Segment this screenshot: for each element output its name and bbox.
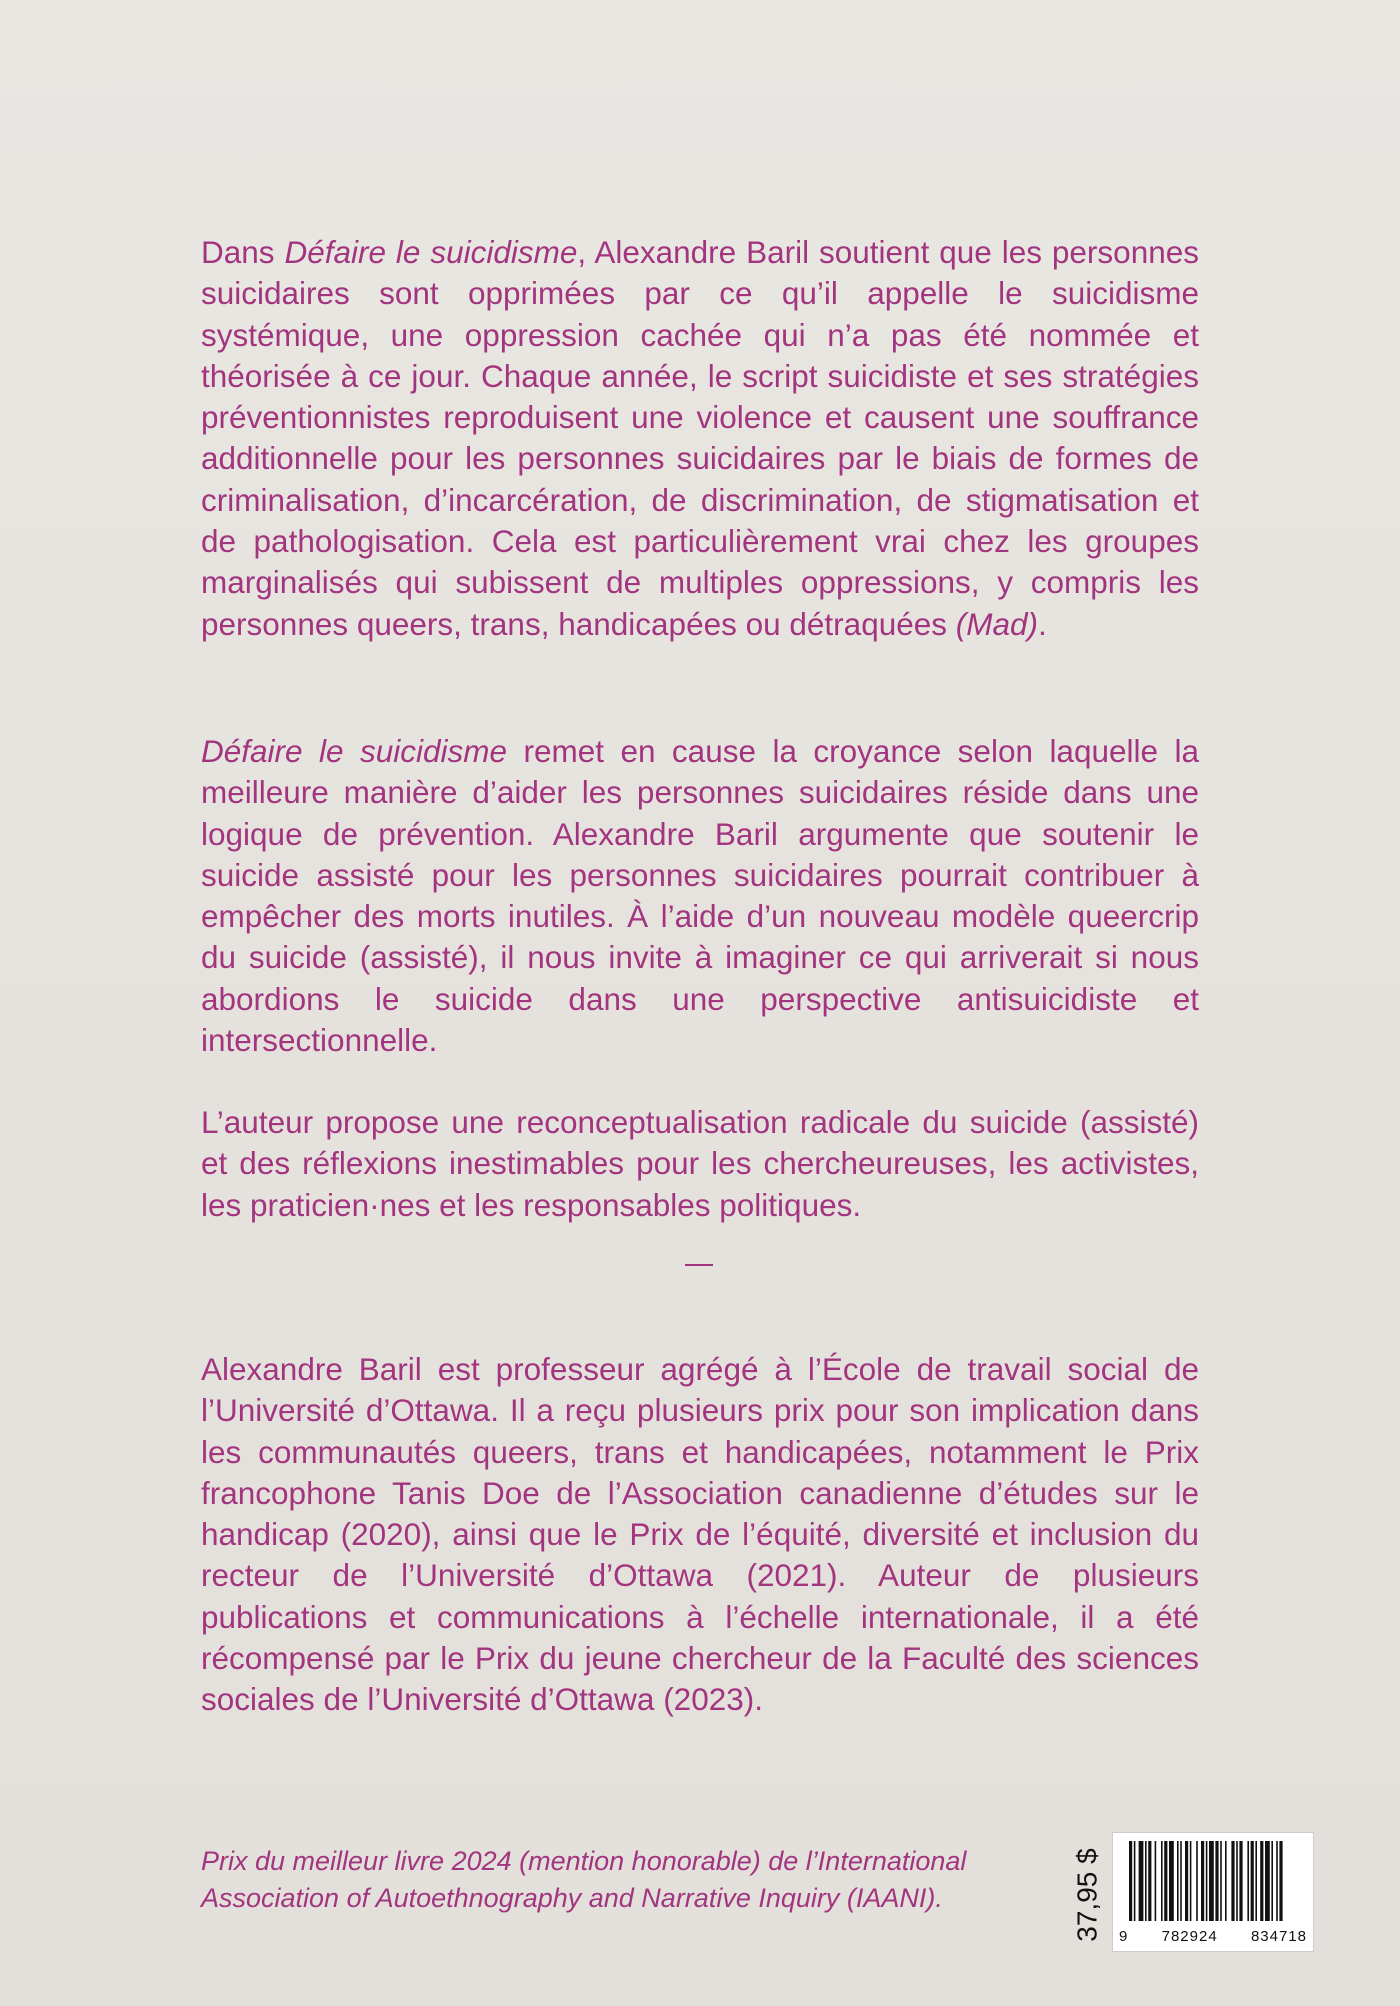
author-bio-text: Alexandre Baril est professeur agrégé à l’École de travail social de l’Université d’Ottawa. Il a reçu plusieurs prix pour son implication dans les communautés queers, trans et handicapées, notamment le Prix francophone Tanis Doe de l’Association canadienne d’études sur le handicap (2020), ainsi que le Prix de l’équité, diversité et inclusion du recteur de l’Université d’Ottawa (2021). Auteur de plusieurs publications et communications à l’échelle internationale, il a été récompensé par le Prix du jeune chercheur de la Faculté des sciences sociales de l’Université d’Ottawa (2023). bbox=[201, 1351, 1199, 1718]
para2-body: remet en cause la croyance selon laquelle la meilleure manière d’aider les personnes suicidaires réside dans une logique de prévention. Alexandre Baril argumente que soutenir le suicide assisté pour les personnes suicidaires pourrait contribuer à empêcher des morts inutiles. À l’aide d’un nouveau modèle queercrip du suicide (assisté), il nous invite à imaginer ce qui arriverait si nous abordions le suicide dans une perspective antisuicidiste et intersectionnelle. bbox=[201, 733, 1199, 1059]
isbn-digit-lead: 9 bbox=[1119, 1928, 1129, 1945]
author-bio-paragraph bbox=[201, 1349, 1199, 1721]
synopsis-paragraph-1 bbox=[201, 232, 1199, 645]
barcode-bar bbox=[1206, 1841, 1208, 1921]
barcode-bar bbox=[1231, 1841, 1234, 1921]
barcode-bar bbox=[1271, 1841, 1273, 1921]
barcode-bar bbox=[1145, 1841, 1147, 1921]
price-text: 37,95 $ bbox=[1072, 1848, 1104, 1942]
para1-body: , Alexandre Baril soutient que les personnes suicidaires sont opprimées par ce qu’il appelle le suicidisme systémique, une oppression cachée qui n’a pas été nommée et théorisée à ce jour. Chaque année, le script suicidiste et ses stratégies préventionnistes reproduisent une violence et causent une souffrance additionnelle pour les personnes suicidaires par le biais de formes de criminalisation, d’incarcération, de discrimination, de stigmatisation et de pathologisation. Cela est particulièrement vrai chez les groupes marginalisés qui subissent de multiples oppressions, y compris les personnes queers, trans, handicapées ou détraquées bbox=[201, 234, 1199, 642]
barcode-bar bbox=[1239, 1841, 1242, 1921]
barcode-bar bbox=[1220, 1841, 1222, 1921]
barcode-bar bbox=[1236, 1841, 1238, 1921]
barcode-bar bbox=[1180, 1841, 1182, 1921]
isbn-digits bbox=[1113, 1928, 1313, 1945]
synopsis-paragraph-2 bbox=[201, 731, 1199, 1061]
para1-lead: Dans bbox=[201, 234, 285, 270]
isbn-barcode bbox=[1112, 1832, 1314, 1952]
section-separator bbox=[685, 1264, 713, 1266]
para3-body: L’auteur propose une reconceptualisation radicale du suicide (assisté) et des réflexions inestimables pour les chercheureuses, les activistes, les praticien·nes et les responsables politiques. bbox=[201, 1104, 1199, 1223]
barcode-bar bbox=[1155, 1841, 1157, 1921]
mad-italic: (Mad) bbox=[955, 605, 1039, 642]
barcode-bar bbox=[1164, 1841, 1167, 1921]
barcode-bar bbox=[1190, 1841, 1192, 1921]
barcode-bar bbox=[1201, 1841, 1204, 1921]
barcode-bar bbox=[1139, 1841, 1144, 1921]
barcode-bar bbox=[1279, 1841, 1282, 1921]
para1-end: . bbox=[1038, 605, 1047, 642]
price-label bbox=[1068, 1832, 1108, 1958]
barcode-bars bbox=[1113, 1833, 1313, 1925]
isbn-digits-group-2: 834718 bbox=[1250, 1928, 1307, 1945]
book-title-italic: Défaire le suicidisme bbox=[284, 234, 578, 270]
barcode-bar bbox=[1134, 1841, 1136, 1921]
barcode-bar bbox=[1177, 1841, 1179, 1921]
award-mention: Prix du meilleur livre 2024 (mention honorable) de l’International Association of Autoethnography and Narrative Inquiry (IAANI). bbox=[201, 1846, 967, 1913]
barcode-bar bbox=[1148, 1841, 1151, 1921]
barcode-bar bbox=[1209, 1841, 1214, 1921]
barcode-bar bbox=[1247, 1841, 1249, 1921]
barcode-bar bbox=[1169, 1841, 1174, 1921]
barcode-bar bbox=[1185, 1841, 1188, 1921]
isbn-digits-group-1: 782924 bbox=[1161, 1928, 1218, 1945]
barcode-bar bbox=[1251, 1841, 1254, 1921]
synopsis-paragraph-3 bbox=[201, 1102, 1199, 1226]
barcode-bar bbox=[1276, 1841, 1278, 1921]
barcode-bar bbox=[1161, 1841, 1163, 1921]
barcode-bar bbox=[1215, 1841, 1218, 1921]
barcode-bar bbox=[1265, 1841, 1270, 1921]
barcode-bar bbox=[1260, 1841, 1263, 1921]
barcode-bar bbox=[1129, 1841, 1132, 1921]
book-title-italic-2: Défaire le suicidisme bbox=[201, 733, 508, 769]
barcode-bar bbox=[1196, 1841, 1198, 1921]
barcode-bar bbox=[1255, 1841, 1257, 1921]
barcode-bar bbox=[1225, 1841, 1227, 1921]
